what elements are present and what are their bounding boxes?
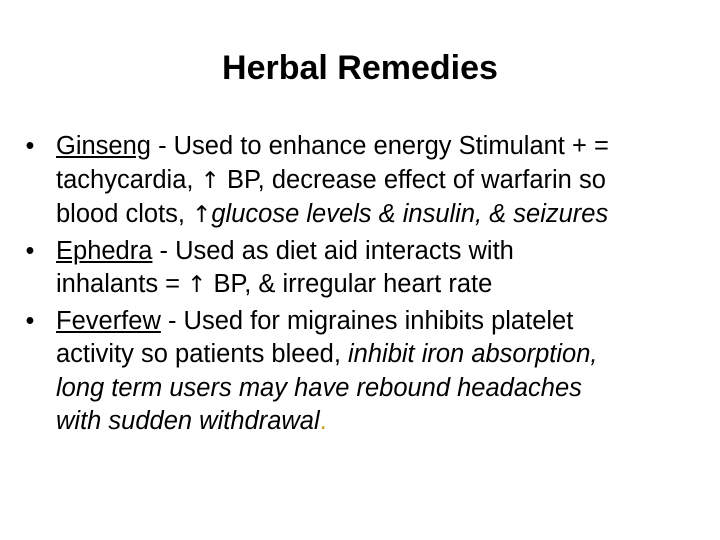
bullet-text: - Used to enhance energy Stimulant + = <box>150 132 609 160</box>
bullet-dot: • <box>25 306 35 335</box>
bullet-text-italic: inhibit iron absorption, <box>348 340 598 368</box>
bullet-line <box>56 235 706 269</box>
bullet-dot: • <box>25 132 35 160</box>
bullet-line <box>56 268 706 303</box>
herb-name: Feverfew <box>56 306 161 335</box>
up-arrow-icon: ↑ <box>200 167 220 194</box>
bullet-text: BP, & irregular heart rate <box>206 270 493 298</box>
bullet-line <box>56 198 706 233</box>
bullet-text-italic: glucose levels & insulin, & seizures <box>211 200 609 228</box>
bullet-text: tachycardia, <box>56 165 201 194</box>
bullet-list <box>0 130 720 441</box>
bullet-text: inhalants = <box>56 270 188 298</box>
bullet-feverfew <box>0 305 720 439</box>
bullet-text: - Used for migraines inhibits platelet <box>160 306 574 335</box>
slide-title: Herbal Remedies <box>222 49 498 87</box>
bullet-text-italic: with sudden withdrawal <box>56 407 320 435</box>
bullet-text-italic: long term users may have rebound headaches <box>56 373 582 402</box>
bullet-line <box>56 164 706 199</box>
bullet-text: BP, decrease effect of warfarin so <box>219 165 606 194</box>
bullet-line <box>56 338 706 372</box>
bullet-line <box>56 130 706 164</box>
bullet-line <box>56 405 706 439</box>
herb-name: Ginseng <box>56 132 151 160</box>
bullet-text: activity so patients bleed, <box>56 340 348 368</box>
bullet-line <box>56 372 706 406</box>
up-arrow-icon: ↑ <box>187 272 207 298</box>
bullet-ephedra <box>0 235 720 303</box>
herb-name: Ephedra <box>56 236 153 265</box>
bullet-dot: • <box>25 236 35 265</box>
up-arrow-icon: ↑ <box>192 202 212 228</box>
bullet-ginseng <box>0 130 720 233</box>
bullet-text: - Used as diet aid interacts with <box>152 236 514 265</box>
end-period-mark: . <box>319 407 327 435</box>
bullet-line <box>56 305 706 339</box>
bullet-text: blood clots, <box>56 200 193 228</box>
